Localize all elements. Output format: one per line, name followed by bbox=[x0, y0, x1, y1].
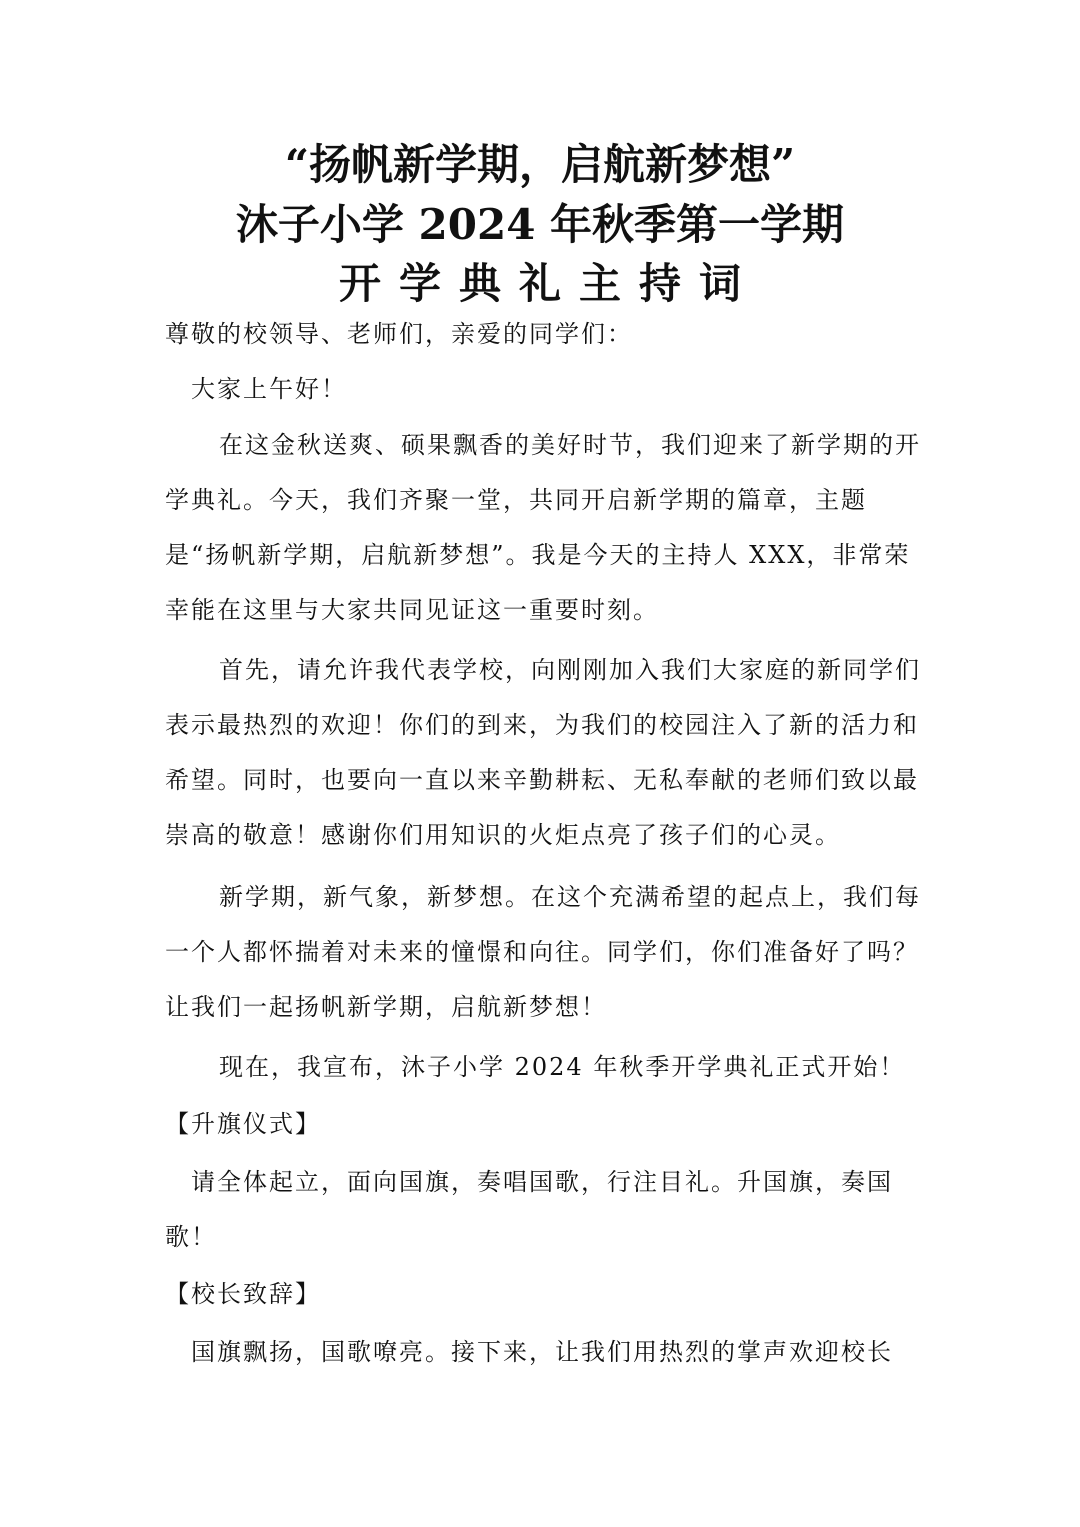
section-heading-flag-raising: 【升旗仪式】 bbox=[165, 1110, 321, 1138]
paragraph-announcement: 现在，我宣布，沐子小学 2024 年秋季开学典礼正式开始！ bbox=[219, 1053, 906, 1081]
salutation: 尊敬的校领导、老师们，亲爱的同学们： bbox=[165, 320, 633, 348]
greeting: 大家上午好！ bbox=[191, 375, 347, 403]
section-heading-principal-speech: 【校长致辞】 bbox=[165, 1280, 321, 1308]
title-line-school: 沐子小学 2024 年秋季第一学期 bbox=[235, 200, 845, 249]
section-text-principal-speech: 国旗飘扬，国歌嘹亮。接下来，让我们用热烈的掌声欢迎校长 bbox=[191, 1338, 893, 1366]
paragraph-welcome: 首先，请允许我代表学校，向刚刚加入我们大家庭的新同学们表示最热烈的欢迎！你们的到来，为我们的校园注入了新的活力和希望。同时，也要向一直以来辛勤耕耘、无私奉献的老师们致以最崇高的敬意！感谢你们用知识的火炬点亮了孩子们的心灵。 bbox=[165, 656, 921, 849]
paragraph-new-semester: 新学期，新气象，新梦想。在这个充满希望的起点上，我们每一个人都怀揣着对未来的憧憬和向往。同学们，你们准备好了吗？让我们一起扬帆新学期，启航新梦想！ bbox=[165, 883, 921, 1021]
title-line-ceremony: 开学典礼主持词 bbox=[338, 259, 759, 308]
title-line-theme: “扬帆新学期，启航新梦想” bbox=[284, 140, 796, 189]
section-text-flag-raising: 请全体起立，面向国旗，奏唱国歌，行注目礼。升国旗，奏国歌！ bbox=[165, 1168, 893, 1251]
paragraph-opening: 在这金秋送爽、硕果飘香的美好时节，我们迎来了新学期的开学典礼。今天，我们齐聚一堂，共同开启新学期的篇章，主题是“扬帆新学期，启航新梦想”。我是今天的主持人 XXX，非常荣幸能在这里与大家共同见证这一重要时刻。 bbox=[165, 431, 921, 624]
